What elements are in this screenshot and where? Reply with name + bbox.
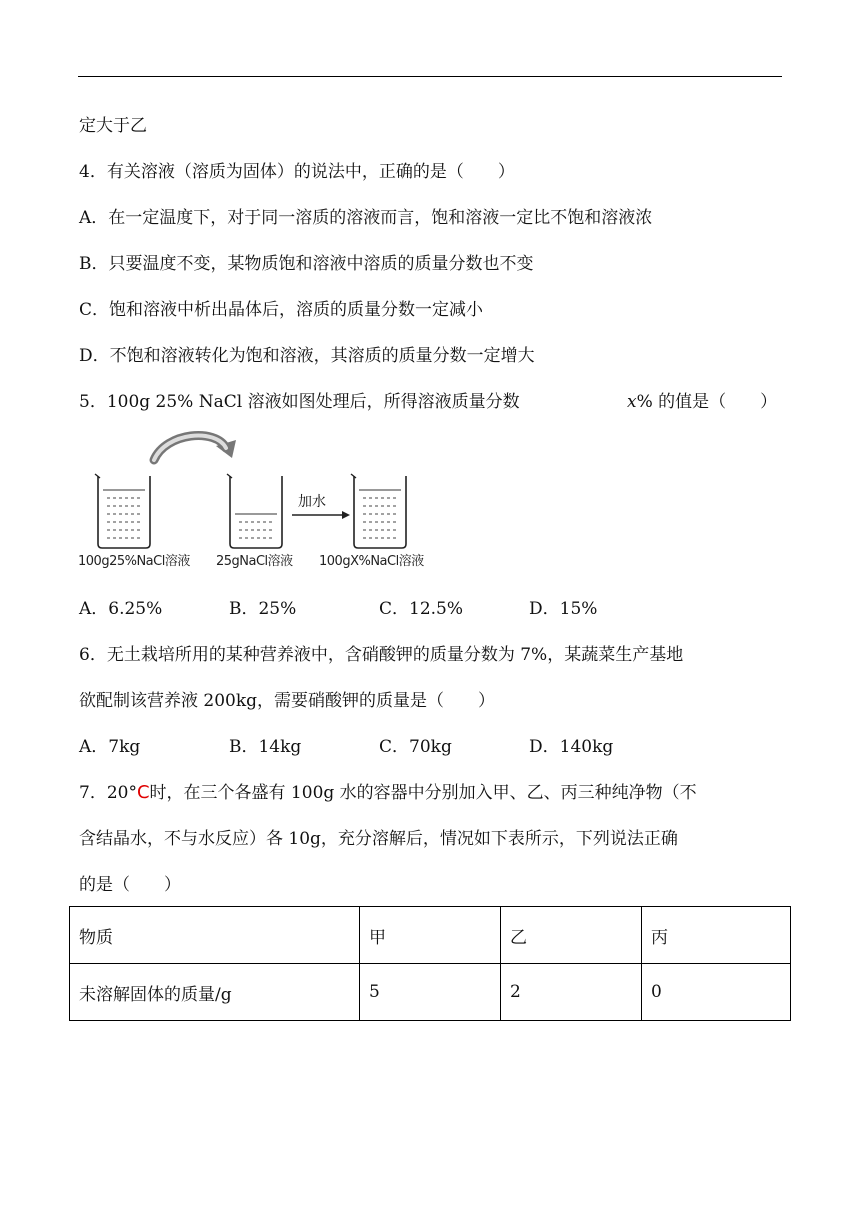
q4-option-a: A．在一定温度下，对于同一溶质的溶液而言，饱和溶液一定比不饱和溶液浓 xyxy=(79,208,653,228)
add-water-label: 加水 xyxy=(298,494,326,510)
q4-option-c: C．饱和溶液中析出晶体后，溶质的质量分数一定减小 xyxy=(79,300,484,320)
table-cell: 乙 xyxy=(501,907,642,964)
table-cell: 0 xyxy=(642,964,791,1021)
question-6: 6．无土栽培所用的某种营养液中，含硝酸钾的质量分数为 7%，某蔬菜生产基地 xyxy=(79,645,684,665)
table-cell: 丙 xyxy=(642,907,791,964)
question-7-line2: 含结晶水，不与水反应）各 10g，充分溶解后，情况如下表所示，下列说法正确 xyxy=(79,829,678,849)
celsius-unit: C xyxy=(136,782,150,803)
header-rule xyxy=(78,76,782,77)
question-5: 5．100g 25% NaCl 溶液如图处理后，所得溶液质量分数 xyxy=(79,392,520,412)
beaker-3 xyxy=(351,474,406,548)
beaker-1 xyxy=(95,474,150,548)
solubility-table xyxy=(69,906,791,1021)
question-7-line3: 的是（ ） xyxy=(79,875,181,895)
q4-option-b: B．只要温度不变，某物质饱和溶液中溶质的质量分数也不变 xyxy=(79,254,534,274)
table-cell: 甲 xyxy=(360,907,501,964)
q5-option-c: C．12.5% xyxy=(379,599,464,619)
q6-option-a: A．7kg xyxy=(79,737,141,757)
table-cell: 物质 xyxy=(70,907,360,964)
beaker-figure xyxy=(76,426,436,576)
q6-option-d: D．140kg xyxy=(529,737,614,757)
question-4: 4．有关溶液（溶质为固体）的说法中，正确的是（ ） xyxy=(79,162,515,182)
table-header-row xyxy=(70,907,791,964)
q4-option-d: D．不饱和溶液转化为饱和溶液，其溶质的质量分数一定增大 xyxy=(79,346,535,366)
question-7 xyxy=(79,782,697,804)
beaker-2-caption: 25gNaCl溶液 xyxy=(216,554,293,569)
table-cell: 5 xyxy=(360,964,501,1021)
table-cell: 2 xyxy=(501,964,642,1021)
table-cell: 未溶解固体的质量/g xyxy=(70,964,360,1021)
question-5-tail xyxy=(627,391,777,413)
beaker-3-caption: 100gX%NaCl溶液 xyxy=(319,554,424,569)
q5-option-d: D．15% xyxy=(529,599,598,619)
variable-x: x xyxy=(627,392,637,412)
continued-text: 定大于乙 xyxy=(79,116,147,136)
q6-option-c: C．70kg xyxy=(379,737,452,757)
beaker-2 xyxy=(227,474,282,548)
q6-option-b: B．14kg xyxy=(229,737,302,757)
q5-option-b: B．25% xyxy=(229,599,297,619)
beaker-1-caption: 100g25%NaCl溶液 xyxy=(78,554,190,569)
table-row xyxy=(70,964,791,1021)
q5-option-a: A．6.25% xyxy=(79,599,163,619)
question-7-text: 时，在三个各盛有 100g 水的容器中分别加入甲、乙、丙三种纯净物（不 xyxy=(149,783,697,803)
question-6-line2: 欲配制该营养液 200kg，需要硝酸钾的质量是（ ） xyxy=(79,691,496,711)
question-5-suffix: % 的值是（ ） xyxy=(636,392,778,412)
question-7-prefix: 7．20° xyxy=(79,783,137,803)
